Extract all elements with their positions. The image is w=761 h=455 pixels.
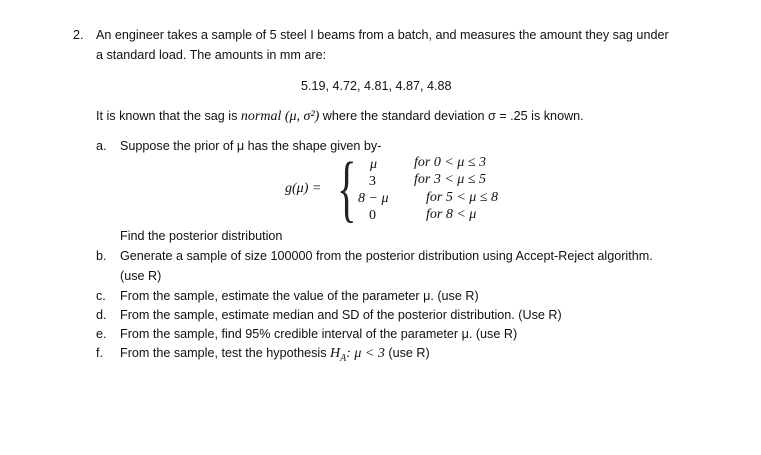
known-suffix: where the standard deviation σ = .25 is known. [319,109,584,123]
case-cond-4: for 8 < μ [426,207,477,222]
part-b-marker: b. [96,249,107,263]
case-cond-1: for 0 < μ ≤ 3 [414,155,486,170]
part-a-text: Suppose the prior of μ has the shape given by- [120,139,382,153]
part-b-text: Generate a sample of size 100000 from the posterior distribution using Accept-Reject algorithm. [120,249,653,263]
part-b-text-2: (use R) [120,269,162,283]
data-values: 5.19, 4.72, 4.81, 4.87, 4.88 [301,79,452,93]
intro-line-2: a standard load. The amounts in mm are: [96,48,327,62]
intro-line-1: An engineer takes a sample of 5 steel I beams from a batch, and measures the amount they sag under [96,28,669,42]
part-a-find: Find the posterior distribution [120,229,283,243]
case-expr-3: 8 − μ [358,191,389,206]
part-c-text: From the sample, estimate the value of the parameter μ. (use R) [120,289,479,303]
left-brace: { [337,148,357,230]
part-f-marker: f. [96,346,103,360]
part-a-marker: a. [96,139,107,153]
case-cond-2: for 3 < μ ≤ 5 [414,172,486,187]
case-expr-2: 3 [369,174,376,189]
part-c-marker: c. [96,289,106,303]
case-expr-1: μ [370,157,378,172]
known-prefix: It is known that the sag is [96,109,241,123]
case-cond-3: for 5 < μ ≤ 8 [426,190,498,205]
part-f-prefix: From the sample, test the hypothesis [120,346,330,360]
part-e-text: From the sample, find 95% credible interval of the parameter μ. (use R) [120,327,518,341]
part-f-text [120,345,430,367]
function-lhs: g(μ) = [285,181,322,196]
known-math: normal (μ, σ²) [240,109,320,124]
part-d-text: From the sample, estimate median and SD of the posterior distribution. (Use R) [120,308,562,322]
part-f-suffix: (use R) [384,346,430,360]
question-number: 2. [73,28,84,42]
hypothesis: $H_A$: μ < 3 [330,346,385,364]
part-e-marker: e. [96,327,107,341]
part-d-marker: d. [96,308,107,322]
known-sentence [96,108,584,125]
case-expr-4: 0 [369,208,376,223]
